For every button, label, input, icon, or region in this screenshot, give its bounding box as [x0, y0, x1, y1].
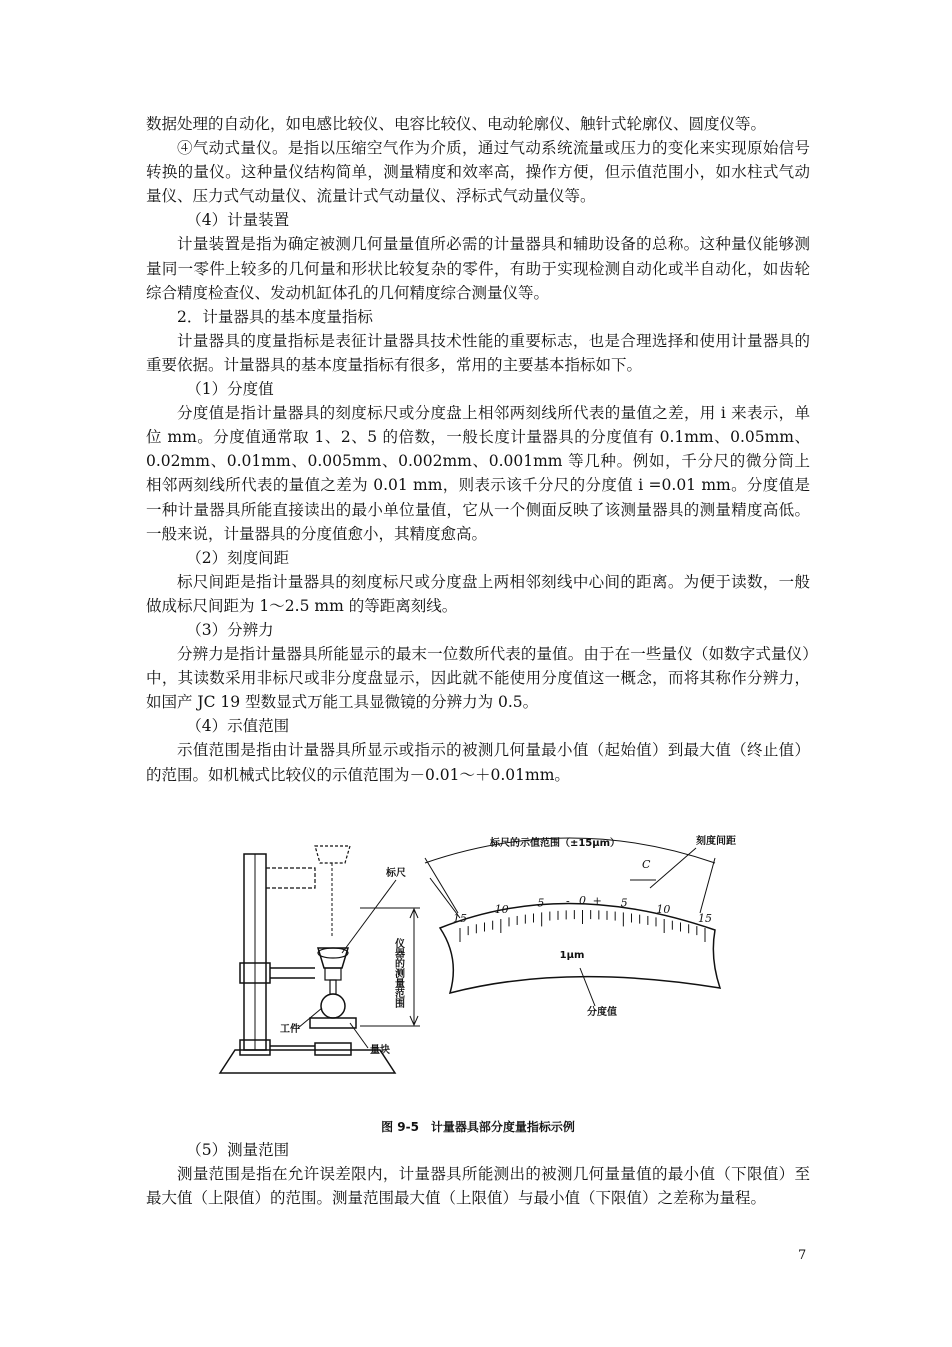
figure-caption: 图 9-5 计量器具部分度量指标示例	[381, 1120, 575, 1134]
scale-spacing-label: 刻度间距	[696, 836, 736, 847]
workpiece-label: 工件	[280, 1024, 300, 1035]
measure-range-label: 仪器的测量范围	[392, 938, 404, 1008]
instrument-base	[220, 1050, 395, 1073]
paragraph: ④气动式量仪。是指以压缩空气作为介质，通过气动系统流量或压力的变化来实现原始信号转换的量仪。这种量仪结构简单，测量精度和效率高，操作方便，但示值范围小，如水柱式气动量仪、压力式气动量仪、流量计式气动量仪、浮标式气动量仪等。	[146, 139, 810, 206]
paragraph: （3）分辨力	[186, 620, 274, 639]
dial-scale	[440, 903, 720, 993]
tick-label: 0	[579, 894, 586, 907]
division-label: 分度值	[587, 1007, 617, 1018]
tick-label: +	[592, 894, 602, 908]
paragraph: 示值范围是指由计量器具所显示或指示的被测几何量最小值（起始值）到最大值（终止值）的范围。如机械式比较仪的示值范围为－0.01～＋0.01mm。	[146, 741, 810, 784]
tick-label: 10	[656, 902, 671, 916]
tick-label: -	[565, 894, 570, 908]
unit-label: 1μm	[559, 950, 585, 961]
paragraph: （4）计量装置	[186, 211, 290, 230]
scale-label: 标尺	[386, 868, 406, 879]
paragraph: 2．计量器具的基本度量指标	[177, 307, 373, 326]
tick-label: 10	[494, 902, 509, 916]
paragraph: 标尺间距是指计量器具的刻度标尺或分度盘上两相邻刻线中心间的距离。为便于读数，一般做成标尺间距为 1～2.5 mm 的等距离刻线。	[146, 572, 810, 615]
tick-label: 5	[537, 896, 545, 910]
paragraph: 分辨力是指计量器具所能显示的最末一位数所代表的量值。由于在一些量仪（如数字式量仪）中，其读数采用非标尺或非分度盘显示，因此就不能使用分度值这一概念，而将其称作分辨力，如国产 JC 19 型数显式万能工具显微镜的分辨力为 0.5。	[146, 645, 810, 712]
workpiece	[321, 994, 345, 1018]
paragraph: （4）示值范围	[186, 717, 290, 736]
body-text-bottom	[146, 1138, 810, 1210]
body-text-top	[146, 112, 810, 787]
paragraph: （2）刻度间距	[186, 548, 290, 567]
figure-9-5	[210, 818, 750, 1118]
gauge-block-label: 量块	[370, 1045, 390, 1056]
tick-label: 15	[698, 912, 712, 925]
paragraph: 计量器具的度量指标是表征计量器具技术性能的重要标志，也是合理选择和使用计量器具的重要依据。计量器具的基本度量指标有很多，常用的主要基本指标如下。	[146, 331, 810, 374]
paragraph: （1）分度值	[186, 380, 274, 399]
gauge-block	[310, 1018, 356, 1028]
page-number: 7	[798, 1248, 807, 1263]
paragraph: 计量装置是指为确定被测几何量量值所必需的计量器具和辅助设备的总称。这种量仪能够测量同一零件上较多的几何量和形状比较复杂的零件，有助于实现检测自动化或半自动化，如齿轮综合精度检查仪、发动机缸体孔的几何精度综合测量仪等。	[146, 235, 810, 302]
paragraph: 数据处理的自动化，如电感比较仪、电容比较仪、电动轮廓仪、触针式轮廓仪、圆度仪等。	[146, 115, 767, 133]
tick-label: 15	[453, 912, 467, 925]
tick-label: 5	[620, 896, 628, 910]
c-label: C	[642, 858, 651, 871]
scale-range-label: 标尺的示值范围（±15μm）	[489, 838, 621, 849]
paragraph: （5）测量范围	[186, 1141, 290, 1159]
measurement-diagram	[210, 818, 750, 1118]
paragraph: 分度值是指计量器具的刻度标尺或分度盘上相邻两刻线所代表的量值之差，用 i 来表示，单位 mm。分度值通常取 1、2、5 的倍数，一般长度计量器具的分度值有 0.1mm、0.05mm、0.02mm、0.01mm、0.005mm、0.002mm、0.001mm 等几种。例如，千分尺的微分筒上相邻两刻线所代表的量值之差为 0.01 mm，则表示该千分尺的分度值 i =0.01 mm。分度值是一种计量器具所能直接读出的最小单位量值，它从一个侧面反映了该测量器具的测量精度高低。一般来说，计量器具的分度值愈小，其精度愈高。	[146, 404, 810, 543]
paragraph: 测量范围是指在允许误差限内，计量器具所能测出的被测几何量量值的最小值（下限值）至最大值（上限值）的范围。测量范围最大值（上限值）与最小值（下限值）之差称为量程。	[146, 1165, 810, 1208]
